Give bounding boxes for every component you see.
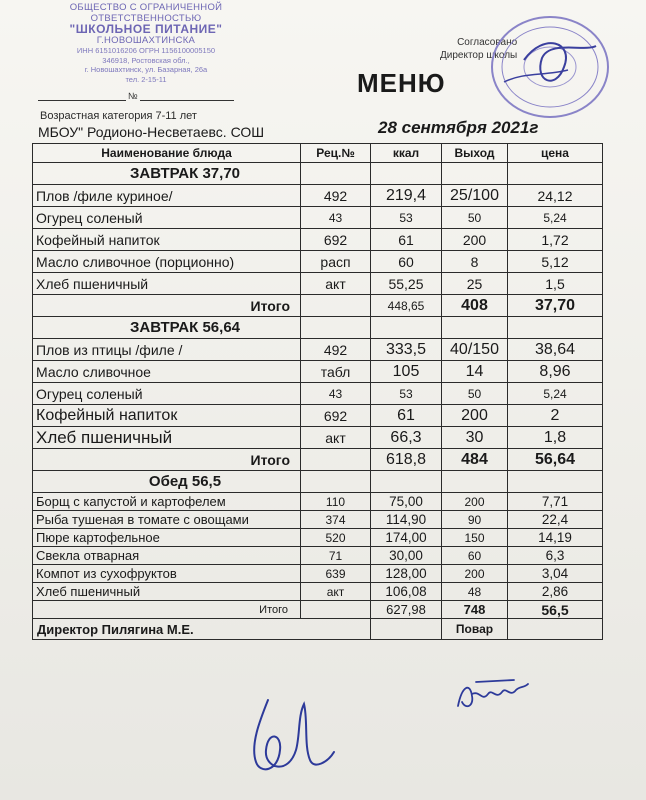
dish-kcal: 114,90 xyxy=(371,511,442,529)
table-header-row xyxy=(33,144,603,163)
dish-rec: 492 xyxy=(301,185,371,207)
dish-rec: акт xyxy=(301,273,371,295)
dish-name: Хлеб пшеничный xyxy=(33,583,301,601)
dish-kcal: 75,00 xyxy=(371,493,442,511)
dish-rec: 110 xyxy=(301,493,371,511)
section-title: ЗАВТРАК 37,70 xyxy=(33,163,301,185)
round-seal-icon xyxy=(484,12,614,122)
total-price: 37,70 xyxy=(508,295,603,317)
stamp-line: 346918, Ростовская обл., xyxy=(102,55,190,65)
dish-kcal: 61 xyxy=(371,405,442,427)
dish-kcal: 30,00 xyxy=(371,547,442,565)
school-name: МБОУ" Родионо-Несветаевс. СОШ xyxy=(38,124,265,140)
age-category: Возрастная категория 7-11 лет xyxy=(40,110,197,122)
number-sign: № xyxy=(128,91,138,101)
dish-kcal: 55,25 xyxy=(371,273,442,295)
dish-kcal: 106,08 xyxy=(371,583,442,601)
section-row xyxy=(33,471,603,493)
total-label: Итого xyxy=(33,449,301,471)
dish-price: 14,19 xyxy=(508,529,603,547)
dish-price: 38,64 xyxy=(508,339,603,361)
approval-label: Согласовано xyxy=(457,37,518,48)
director-signature-icon xyxy=(238,690,338,782)
dish-output: 25 xyxy=(442,273,508,295)
dish-kcal: 219,4 xyxy=(371,185,442,207)
dish-name: Рыба тушеная в томате с овощами xyxy=(33,511,301,529)
dish-price: 6,3 xyxy=(508,547,603,565)
stamp-line: ОТВЕТСТВЕННОСТЬЮ xyxy=(90,13,202,24)
total-row xyxy=(33,449,603,471)
dish-rec: 43 xyxy=(301,207,371,229)
stamp-line: г. Новошахтинск, ул. Базарная, 26а xyxy=(84,65,208,74)
table-row xyxy=(33,251,603,273)
dish-price: 2,86 xyxy=(508,583,603,601)
total-output: 408 xyxy=(442,295,508,317)
section-title: ЗАВТРАК 56,64 xyxy=(33,317,301,339)
dish-output: 200 xyxy=(442,229,508,251)
dish-price: 5,24 xyxy=(508,207,603,229)
dish-price: 2 xyxy=(508,405,603,427)
stamp-line: Г.НОВОШАХТИНСКА xyxy=(96,35,196,46)
dish-output: 150 xyxy=(442,529,508,547)
table-row xyxy=(33,547,603,565)
table-row xyxy=(33,427,603,449)
total-output: 748 xyxy=(442,601,508,619)
dish-output: 200 xyxy=(442,405,508,427)
dish-rec: акт xyxy=(301,427,371,449)
director-signature-label: Директор Пилягина М.Е. xyxy=(33,619,371,640)
dish-price: 1,72 xyxy=(508,229,603,251)
dish-name: Масло сливочное xyxy=(33,361,301,383)
approval-role: Директор школы xyxy=(440,50,518,61)
table-row xyxy=(33,529,603,547)
dish-rec: табл xyxy=(301,361,371,383)
dish-rec: 492 xyxy=(301,339,371,361)
dish-name: Пюре картофельное xyxy=(33,529,301,547)
stamp-line: тел. 2-15-11 xyxy=(125,74,167,84)
dish-name: Плов /филе куриное/ xyxy=(33,185,301,207)
total-label: Итого xyxy=(33,295,301,317)
dish-price: 1,5 xyxy=(508,273,603,295)
dish-name: Кофейный напиток xyxy=(33,405,301,427)
dish-output: 30 xyxy=(442,427,508,449)
dish-output: 48 xyxy=(442,583,508,601)
dish-name: Борщ с капустой и картофелем xyxy=(33,493,301,511)
menu-date: 28 сентября 2021г xyxy=(378,118,539,137)
dish-kcal: 53 xyxy=(371,207,442,229)
signature-row xyxy=(33,619,603,640)
dish-kcal: 105 xyxy=(371,361,442,383)
table-row xyxy=(33,207,603,229)
registration-number-line xyxy=(38,91,234,101)
cook-signature-icon xyxy=(452,676,530,714)
dish-rec: 43 xyxy=(301,383,371,405)
dish-name: Хлеб пшеничный xyxy=(33,427,301,449)
dish-output: 50 xyxy=(442,383,508,405)
table-row xyxy=(33,565,603,583)
dish-output: 200 xyxy=(442,565,508,583)
dish-name: Свекла отварная xyxy=(33,547,301,565)
total-kcal: 618,8 xyxy=(371,449,442,471)
dish-rec: 692 xyxy=(301,229,371,251)
dish-output: 50 xyxy=(442,207,508,229)
section-row xyxy=(33,163,603,185)
table-row xyxy=(33,511,603,529)
dish-rec: акт xyxy=(301,583,371,601)
dish-price: 3,04 xyxy=(508,565,603,583)
dish-rec: расп xyxy=(301,251,371,273)
dish-price: 5,12 xyxy=(508,251,603,273)
dish-output: 14 xyxy=(442,361,508,383)
dish-price: 7,71 xyxy=(508,493,603,511)
dish-rec: 71 xyxy=(301,547,371,565)
company-stamp xyxy=(36,2,256,84)
dish-price: 5,24 xyxy=(508,383,603,405)
dish-kcal: 174,00 xyxy=(371,529,442,547)
dish-output: 8 xyxy=(442,251,508,273)
dish-name: Масло сливочное (порционно) xyxy=(33,251,301,273)
dish-output: 200 xyxy=(442,493,508,511)
section-row xyxy=(33,317,603,339)
table-row xyxy=(33,185,603,207)
dish-kcal: 333,5 xyxy=(371,339,442,361)
stamp-company-name: "ШКОЛЬНОЕ ПИТАНИЕ" xyxy=(69,22,223,36)
dish-rec: 374 xyxy=(301,511,371,529)
header-name: Наименование блюда xyxy=(33,144,301,163)
dish-price: 24,12 xyxy=(508,185,603,207)
total-price: 56,5 xyxy=(508,601,603,619)
total-row xyxy=(33,601,603,619)
total-label: Итого xyxy=(33,601,301,619)
table-row xyxy=(33,493,603,511)
dish-output: 40/150 xyxy=(442,339,508,361)
table-row xyxy=(33,383,603,405)
table-row xyxy=(33,229,603,251)
dish-kcal: 128,00 xyxy=(371,565,442,583)
dish-output: 25/100 xyxy=(442,185,508,207)
section-title: Обед 56,5 xyxy=(33,471,301,493)
total-kcal: 448,65 xyxy=(371,295,442,317)
dish-name: Компот из сухофруктов xyxy=(33,565,301,583)
table-row xyxy=(33,583,603,601)
dish-name: Хлеб пшеничный xyxy=(33,273,301,295)
dish-kcal: 66,3 xyxy=(371,427,442,449)
dish-name: Кофейный напиток xyxy=(33,229,301,251)
dish-output: 60 xyxy=(442,547,508,565)
page-title: МЕНЮ xyxy=(357,68,446,98)
header-kcal: ккал xyxy=(371,144,442,163)
total-row xyxy=(33,295,603,317)
header-rec: Рец.№ xyxy=(301,144,371,163)
header-output: Выход xyxy=(442,144,508,163)
table-row xyxy=(33,273,603,295)
cook-signature-label: Повар xyxy=(442,619,508,640)
dish-price: 22,4 xyxy=(508,511,603,529)
total-output: 484 xyxy=(442,449,508,471)
total-kcal: 627,98 xyxy=(371,601,442,619)
table-row xyxy=(33,405,603,427)
dish-rec: 692 xyxy=(301,405,371,427)
dish-kcal: 61 xyxy=(371,229,442,251)
dish-rec: 639 xyxy=(301,565,371,583)
dish-kcal: 53 xyxy=(371,383,442,405)
dish-name: Огурец соленый xyxy=(33,383,301,405)
table-row xyxy=(33,361,603,383)
dish-name: Огурец соленый xyxy=(33,207,301,229)
menu-table xyxy=(32,143,603,640)
dish-output: 90 xyxy=(442,511,508,529)
header-price: цена xyxy=(508,144,603,163)
dish-rec: 520 xyxy=(301,529,371,547)
stamp-line: ОБЩЕСТВО С ОГРАНИЧЕННОЙ xyxy=(69,2,223,13)
dish-kcal: 60 xyxy=(371,251,442,273)
stamp-line: ИНН 6151016206 ОГРН 1156100005150 xyxy=(76,46,216,55)
dish-name: Плов из птицы /филе / xyxy=(33,339,301,361)
table-row xyxy=(33,339,603,361)
total-price: 56,64 xyxy=(508,449,603,471)
dish-price: 8,96 xyxy=(508,361,603,383)
dish-price: 1,8 xyxy=(508,427,603,449)
